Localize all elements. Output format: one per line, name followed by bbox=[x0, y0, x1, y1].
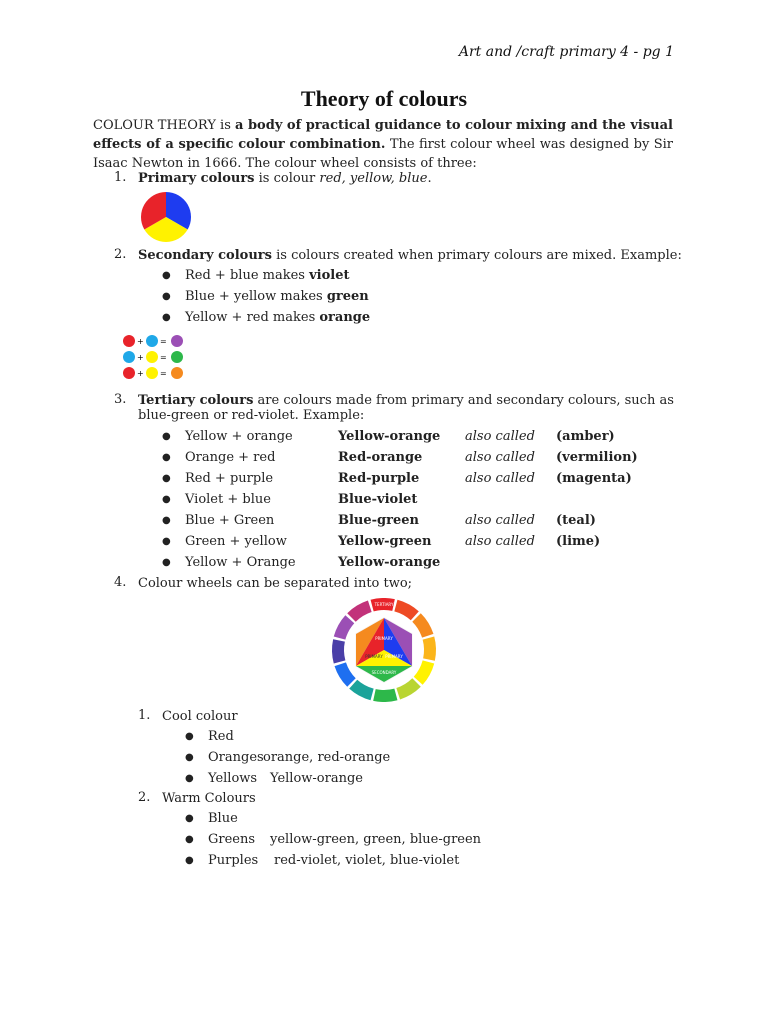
group-item: Yellows bbox=[208, 771, 258, 786]
wheel-label: SECONDARY bbox=[371, 670, 397, 675]
bullet-icon: ● bbox=[185, 813, 194, 824]
wheel-segment bbox=[334, 615, 355, 639]
tertiary-alias: (lime) bbox=[556, 534, 601, 549]
tertiary-result: Blue-violet bbox=[338, 492, 418, 507]
svg-text:+: + bbox=[137, 353, 144, 362]
tertiary-alias: (teal) bbox=[556, 513, 596, 528]
wheel-segment bbox=[412, 613, 433, 637]
colour-wheel-diagram bbox=[329, 598, 439, 702]
tertiary-mix: Orange + red bbox=[185, 450, 276, 465]
tertiary-result: Yellow-orange bbox=[338, 429, 441, 444]
tertiary-mix: Violet + blue bbox=[185, 492, 271, 507]
group-number: 2. bbox=[138, 790, 151, 805]
bullet-icon: ● bbox=[162, 270, 171, 281]
list-item: Yellow + red makes orange bbox=[185, 310, 371, 325]
item-colour-wheels: Colour wheels can be separated into two; bbox=[138, 576, 413, 591]
bullet-icon: ● bbox=[185, 855, 194, 866]
list-item: Red + blue makes violet bbox=[185, 268, 350, 283]
wheel-segment bbox=[373, 689, 397, 702]
group-item: Oranges bbox=[208, 750, 264, 765]
item-number: 4. bbox=[114, 575, 127, 590]
bullet-icon: ● bbox=[162, 473, 171, 484]
tertiary-also-called: also called bbox=[465, 429, 535, 444]
page-header: Art and /craft primary 4 - pg 1 bbox=[458, 44, 674, 60]
bullet-icon: ● bbox=[185, 773, 194, 784]
wheel-label: PRIMARY bbox=[385, 654, 403, 659]
item-tertiary-colours-cont: blue-green or red-violet. Example: bbox=[138, 408, 365, 423]
tertiary-also-called: also called bbox=[465, 450, 535, 465]
bullet-icon: ● bbox=[162, 494, 171, 505]
tertiary-mix: Blue + Green bbox=[185, 513, 275, 528]
wheel-segment bbox=[423, 637, 436, 661]
bullet-icon: ● bbox=[162, 431, 171, 442]
tertiary-mix: Red + purple bbox=[185, 471, 274, 486]
wheel-segment bbox=[396, 678, 420, 699]
tertiary-also-called: also called bbox=[465, 534, 535, 549]
bullet-icon: ● bbox=[162, 452, 171, 463]
item-tertiary-colours: Tertiary colours are colours made from primary and secondary colours, such as bbox=[138, 393, 674, 408]
item-number: 3. bbox=[114, 392, 127, 407]
tertiary-alias: (magenta) bbox=[556, 471, 632, 486]
wheel-label: PRIMARY bbox=[365, 654, 383, 659]
group-item: Blue bbox=[208, 811, 238, 826]
intro-paragraph: COLOUR THEORY is a body of practical guidance to colour mixing and the visual effects of a specific colour combination. The first colour wheel was designed by Sir Isaac Newton in 1666. The colour wheel consists of three: bbox=[93, 118, 673, 171]
tertiary-mix: Yellow + orange bbox=[185, 429, 293, 444]
page-title: Theory of colours bbox=[300, 86, 468, 111]
wheel-segment bbox=[332, 639, 345, 663]
bullet-icon: ● bbox=[185, 752, 194, 763]
tertiary-result: Yellow-orange bbox=[338, 555, 441, 570]
wheel-label: PRIMARY bbox=[375, 636, 393, 641]
item-secondary-colours: Secondary colours is colours created when primary colours are mixed. Example: bbox=[138, 248, 682, 263]
primary-colour-pie bbox=[140, 191, 192, 243]
tertiary-result: Blue-green bbox=[338, 513, 419, 528]
bullet-icon: ● bbox=[162, 515, 171, 526]
wheel-segment bbox=[394, 600, 418, 621]
tertiary-mix: Yellow + Orange bbox=[185, 555, 296, 570]
tertiary-also-called: also called bbox=[465, 471, 535, 486]
item-number: 2. bbox=[114, 247, 127, 262]
group-item-desc: red-violet, violet, blue-violet bbox=[274, 853, 460, 868]
group-label: Warm Colours bbox=[162, 791, 256, 806]
group-item-desc: yellow-green, green, blue-green bbox=[270, 832, 482, 847]
svg-text:+: + bbox=[137, 337, 144, 346]
group-label: Cool colour bbox=[162, 709, 238, 724]
secondary-mix-diagram bbox=[122, 333, 186, 383]
bullet-icon: ● bbox=[162, 536, 171, 547]
bullet-icon: ● bbox=[162, 291, 171, 302]
group-item-desc: orange, red-orange bbox=[263, 750, 391, 765]
svg-text:=: = bbox=[160, 337, 167, 346]
tertiary-mix: Green + yellow bbox=[185, 534, 287, 549]
tertiary-alias: (amber) bbox=[556, 429, 615, 444]
tertiary-alias: (vermilion) bbox=[556, 450, 638, 465]
svg-text:=: = bbox=[160, 353, 167, 362]
group-item: Greens bbox=[208, 832, 256, 847]
wheel-segment bbox=[414, 660, 435, 684]
tertiary-result: Yellow-green bbox=[338, 534, 432, 549]
group-item: Purples bbox=[208, 853, 259, 868]
list-item: Blue + yellow makes green bbox=[185, 289, 369, 304]
bullet-icon: ● bbox=[185, 731, 194, 742]
bullet-icon: ● bbox=[185, 834, 194, 845]
svg-text:+: + bbox=[137, 369, 144, 378]
wheel-segment bbox=[347, 601, 371, 622]
wheel-segment bbox=[349, 680, 373, 701]
group-item: Red bbox=[208, 729, 234, 744]
item-number: 1. bbox=[114, 170, 127, 185]
bullet-icon: ● bbox=[162, 557, 171, 568]
item-primary-colours: Primary colours is colour red, yellow, blue. bbox=[138, 171, 432, 186]
wheel-segment bbox=[335, 662, 356, 686]
wheel-label: TERTIARY bbox=[374, 602, 394, 607]
group-number: 1. bbox=[138, 708, 151, 723]
svg-text:=: = bbox=[160, 369, 167, 378]
bullet-icon: ● bbox=[162, 312, 171, 323]
tertiary-also-called: also called bbox=[465, 513, 535, 528]
group-item-desc: Yellow-orange bbox=[270, 771, 363, 786]
tertiary-result: Red-purple bbox=[338, 471, 420, 486]
tertiary-result: Red-orange bbox=[338, 450, 423, 465]
